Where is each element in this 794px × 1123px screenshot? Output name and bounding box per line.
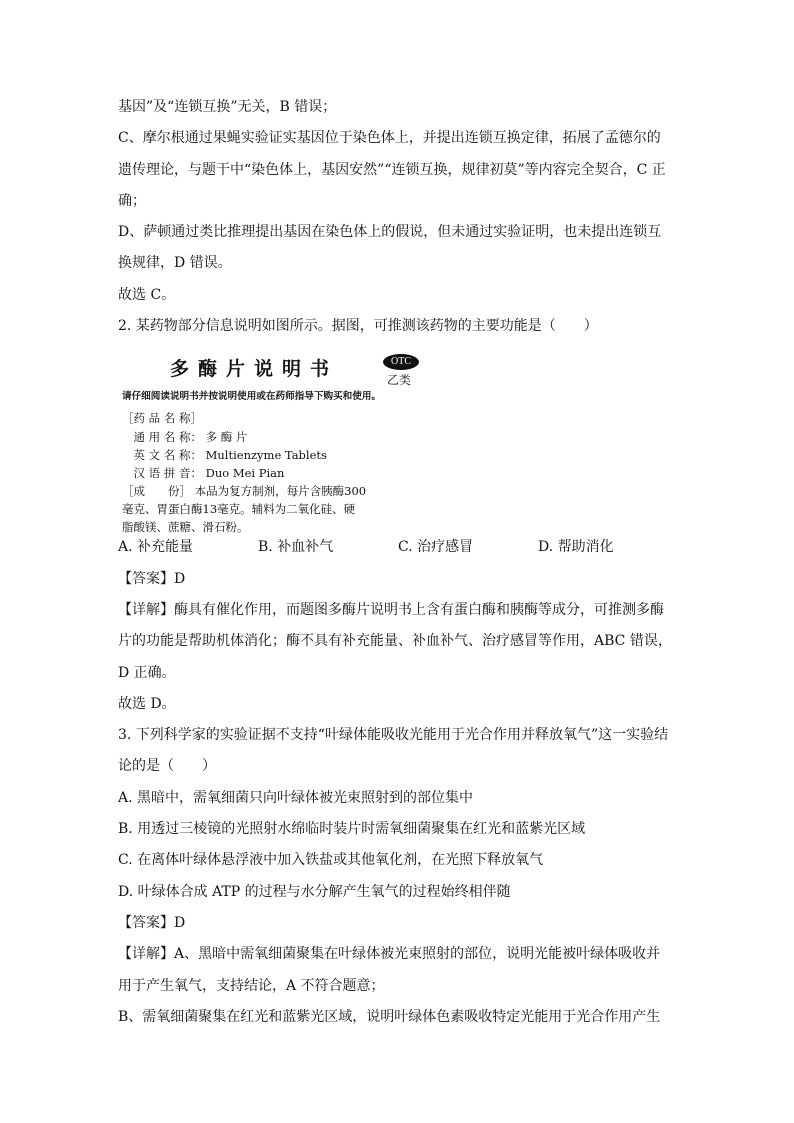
text-line: 片的功能是帮助机体消化；酶不具有补充能量、补血补气、治疗感冒等作用，ABC 错误， [118, 633, 672, 650]
text-line: 用于产生氧气，支持结论，A 不符合题意； [118, 977, 385, 994]
figure-row: 通 用 名 称： 多 酶 片 [122, 430, 248, 445]
figure-note: 请仔细阅读说明书并按说明使用或在药师指导下购买和使用。 [122, 391, 382, 403]
otc-badge: OTC [383, 354, 419, 370]
text-line: 【详解】酶具有催化作用，而题图多酶片说明书上含有蛋白酶和胰酶等成分，可推测多酶 [118, 601, 664, 618]
text-line: C、摩尔根通过果蝇实验证实基因位于染色体上，并提出连锁互换定律，拓展了孟德尔的 [118, 130, 661, 147]
answer-line: 【答案】D [118, 570, 186, 587]
option-c: C. 在离体叶绿体悬浮液中加入铁盐或其他氧化剂，在光照下释放氧气 [118, 852, 544, 869]
text-block-bottom [118, 564, 678, 1033]
text-line: 基因”及“连锁互换”无关，B 错误； [118, 99, 337, 115]
figure-title: 多酶片说明书 [170, 358, 339, 381]
figure-row: ［药 品 名 称］ [122, 411, 202, 426]
otc-class-label: 乙类 [387, 373, 412, 388]
figure-row: 脂酸镁、蔗糖、滑石粉。 [122, 520, 249, 535]
figure-row: ［成 份］ 本品为复方制剂，每片含胰酶300 [122, 484, 367, 499]
text-block-top [118, 92, 678, 342]
text-line: D、萨顿通过类比推理提出基因在染色体上的假说，但未通过实验证明，也未提出连锁互 [118, 224, 662, 241]
question-2-options [118, 532, 678, 563]
option-c: C. 治疗感冒 [398, 539, 474, 556]
figure-row: 英 文 名 称： Multienzyme Tablets [122, 448, 327, 463]
text-line: 确； [118, 192, 146, 209]
text-line: 故选 C。 [118, 286, 176, 303]
text-line: 论的是（ ） [118, 758, 216, 775]
text-line: 故选 D。 [118, 695, 176, 712]
medicine-instruction-figure [120, 346, 450, 535]
figure-row: 毫克、胃蛋白酶13毫克。辅料为二氧化硅、硬 [122, 502, 356, 517]
text-line: 【详解】A、黑暗中需氧细菌聚集在叶绿体被光束照射的部位，说明光能被叶绿体吸收并 [118, 946, 661, 963]
text-line: D 正确。 [118, 664, 176, 681]
figure-row: 汉 语 拼 音： Duo Mei Pian [122, 466, 285, 481]
text-line: B、需氧细菌聚集在红光和蓝紫光区域，说明叶绿体色素吸收特定光能用于光合作用产生 [118, 1008, 661, 1025]
question-3-stem: 3. 下列科学家的实验证据不支持“叶绿体能吸收光能用于光合作用并释放氧气”这一实验结 [118, 727, 669, 744]
question-2-stem: 2. 某药物部分信息说明如图所示。据图，可推测该药物的主要功能是（ ） [118, 318, 598, 335]
option-a: A. 黑暗中，需氧细菌只向叶绿体被光束照射到的部位集中 [118, 789, 474, 806]
document-page [118, 92, 678, 1033]
answer-line: 【答案】D [118, 914, 186, 931]
text-line: 换规律，D 错误。 [118, 255, 232, 272]
option-b: B. 补血补气 [258, 539, 334, 556]
option-d: D. 叶绿体合成 ATP 的过程与水分解产生氧气的过程始终相伴随 [118, 883, 511, 900]
text-line: 遗传理论，与题干中“染色体上，基因安然”“连锁互换，规律初莫”等内容完全契合，C 正 [118, 161, 666, 178]
option-b: B. 用透过三棱镜的光照射水绵临时装片时需氧细菌聚集在红光和蓝紫光区域 [118, 821, 586, 838]
option-a: A. 补充能量 [118, 539, 194, 556]
option-d: D. 帮助消化 [538, 539, 614, 556]
